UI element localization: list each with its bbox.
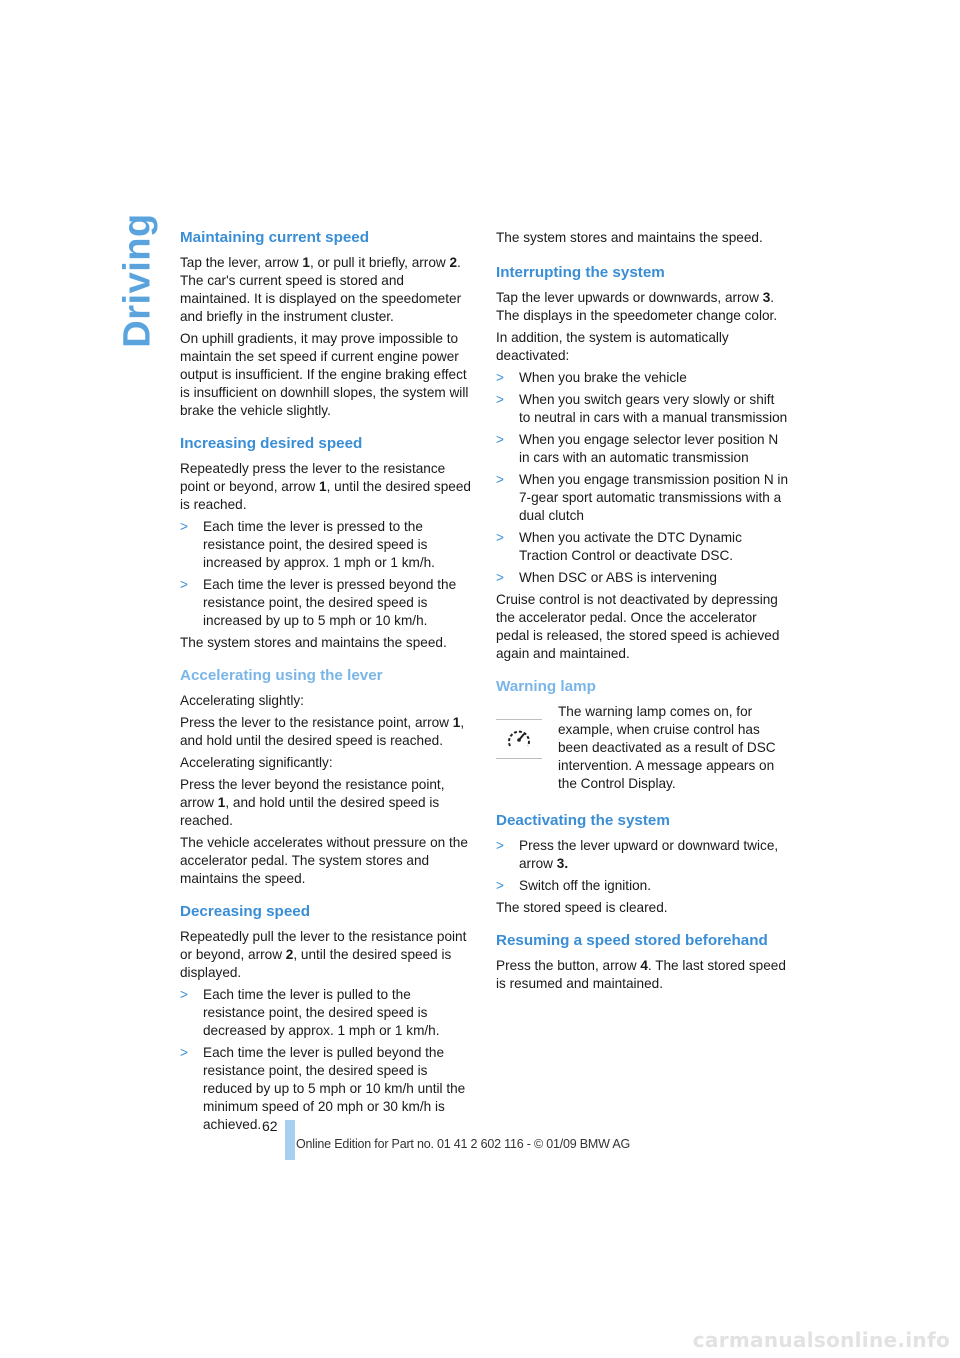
heading-accelerating: Accelerating using the lever	[180, 667, 383, 684]
chapter-tab	[116, 212, 159, 348]
bullet-list	[496, 837, 788, 895]
paragraph: Cruise control is not deactivated by depressing the accelerator pedal. Once the accelerator pedal is released, the stored speed is achieved again and maintained.	[496, 592, 780, 661]
bullet-marker: >	[496, 878, 504, 893]
paragraph: Repeatedly pull the lever to the resistance point or beyond, arrow 2, until the desired speed is displayed.	[180, 929, 467, 980]
section-maintaining-speed	[180, 228, 472, 420]
bullet-list	[180, 518, 472, 630]
list-item: > When you engage transmission position N in 7-gear sport automatic transmissions with a dual clutch	[496, 472, 789, 523]
arrow-reference: 1	[452, 715, 461, 730]
arrow-reference: 3	[762, 290, 771, 305]
paragraph: Press the button, arrow 4. The last stored speed is resumed and maintained.	[496, 958, 786, 991]
arrow-reference: 1	[217, 795, 226, 810]
section-increasing-speed	[180, 434, 472, 652]
bullet-marker: >	[496, 392, 504, 407]
bullet-marker: >	[496, 432, 504, 447]
arrow-reference: 1	[302, 255, 310, 270]
paragraph: The warning lamp comes on, for example, when cruise control has been deactivated as a result of DSC intervention. A message appears on the Control Display.	[558, 704, 776, 791]
list-item: > Each time the lever is pressed to the resistance point, the desired speed is increased by approx. 1 mph or 1 km/h.	[180, 519, 435, 570]
paragraph: Accelerating slightly:	[180, 693, 304, 708]
section-interrupting	[496, 263, 788, 663]
watermark: carmanualsonline.info	[692, 1328, 950, 1352]
arrow-reference: 1	[319, 479, 327, 494]
warning-lamp-row	[496, 703, 788, 797]
heading-deactivating: Deactivating the system	[496, 812, 670, 829]
paragraph: On uphill gradients, it may prove impossible to maintain the set speed if current engine power output is insufficient. If the engine braking effect is insufficient on downhill slopes, the system will brake the vehicle slightly.	[180, 331, 469, 418]
heading-interrupting: Interrupting the system	[496, 264, 665, 281]
chapter-tab-label: Driving	[116, 212, 159, 348]
bullet-marker: >	[496, 472, 504, 487]
section-accelerating	[180, 666, 472, 888]
bullet-marker: >	[496, 370, 504, 385]
list-item: > Each time the lever is pulled to the resistance point, the desired speed is decreased by approx. 1 mph or 1 km/h.	[180, 987, 440, 1038]
footer-edition-text: Online Edition for Part no. 01 41 2 602 116 - © 01/09 BMW AG	[296, 1137, 630, 1151]
paragraph: The system stores and maintains the speed.	[496, 230, 763, 245]
bullet-marker: >	[496, 570, 504, 585]
paragraph: Tap the lever upwards or downwards, arrow 3. The displays in the speedometer change color.	[496, 290, 778, 323]
arrow-reference: 4	[640, 958, 648, 973]
footer-accent-bar	[285, 1120, 295, 1160]
list-item: > When you switch gears very slowly or shift to neutral in cars with a manual transmission	[496, 392, 788, 425]
list-item: > When you activate the DTC Dynamic Traction Control or deactivate DSC.	[496, 530, 742, 563]
paragraph: The vehicle accelerates without pressure on the accelerator pedal. The system stores and maintains the speed.	[180, 835, 468, 886]
heading-warning-lamp: Warning lamp	[496, 678, 596, 695]
list-item: > Each time the lever is pressed beyond the resistance point, the desired speed is increased by up to 5 mph or 10 km/h.	[180, 577, 457, 628]
bullet-marker: >	[180, 987, 188, 1002]
list-item: > When you engage selector lever position N in cars with an automatic transmission	[496, 432, 779, 465]
bullet-marker: >	[180, 519, 188, 534]
paragraph: The system stores and maintains the speed.	[180, 635, 447, 650]
section-deactivating	[496, 811, 788, 917]
bullet-list	[496, 369, 788, 587]
paragraph: Repeatedly press the lever to the resistance point or beyond, arrow 1, until the desired speed is reached.	[180, 461, 471, 512]
left-column	[180, 228, 472, 1148]
speedometer-icon	[504, 726, 534, 752]
bullet-marker: >	[180, 1045, 188, 1060]
arrow-reference: 2	[449, 255, 458, 270]
paragraph: Press the lever beyond the resistance point, arrow 1, and hold until the desired speed is reached.	[180, 777, 445, 828]
arrow-reference: 2	[285, 947, 294, 962]
paragraph: Press the lever to the resistance point, arrow 1, and hold until the desired speed is reached.	[180, 715, 465, 748]
right-column	[496, 229, 788, 1007]
heading-decreasing-speed: Decreasing speed	[180, 903, 310, 920]
list-item: > Each time the lever is pulled beyond the resistance point, the desired speed is reduced by up to 5 mph or 10 km/h until the minimum speed of 20 mph or 30 km/h is achieved.	[180, 1045, 466, 1132]
heading-increasing-speed: Increasing desired speed	[180, 435, 363, 452]
list-item: > When you brake the vehicle	[496, 370, 687, 385]
bullet-marker: >	[180, 577, 188, 592]
paragraph: Accelerating significantly:	[180, 755, 333, 770]
section-decreasing-speed	[180, 902, 472, 1134]
bullet-list	[180, 986, 472, 1134]
list-item: > When DSC or ABS is intervening	[496, 570, 717, 585]
heading-maintaining-speed: Maintaining current speed	[180, 229, 370, 246]
paragraph: Tap the lever, arrow 1, or pull it briefly, arrow 2. The car's current speed is stored and maintained. It is displayed on the speedometer and briefly in the instrument cluster.	[180, 255, 462, 324]
paragraph: In addition, the system is automatically deactivated:	[496, 330, 729, 363]
section-resuming	[496, 931, 788, 993]
page-number: 62	[262, 1118, 278, 1134]
list-item: > Switch off the ignition.	[496, 878, 651, 893]
heading-resuming: Resuming a speed stored beforehand	[496, 932, 768, 949]
bullet-marker: >	[496, 838, 504, 853]
list-item: > Press the lever upward or downward twice, arrow 3.	[496, 838, 779, 871]
arrow-reference: 3.	[556, 856, 569, 871]
section-warning-lamp	[496, 677, 788, 797]
paragraph: The stored speed is cleared.	[496, 900, 668, 915]
bullet-marker: >	[496, 530, 504, 545]
cruise-control-warning-icon	[496, 719, 542, 759]
